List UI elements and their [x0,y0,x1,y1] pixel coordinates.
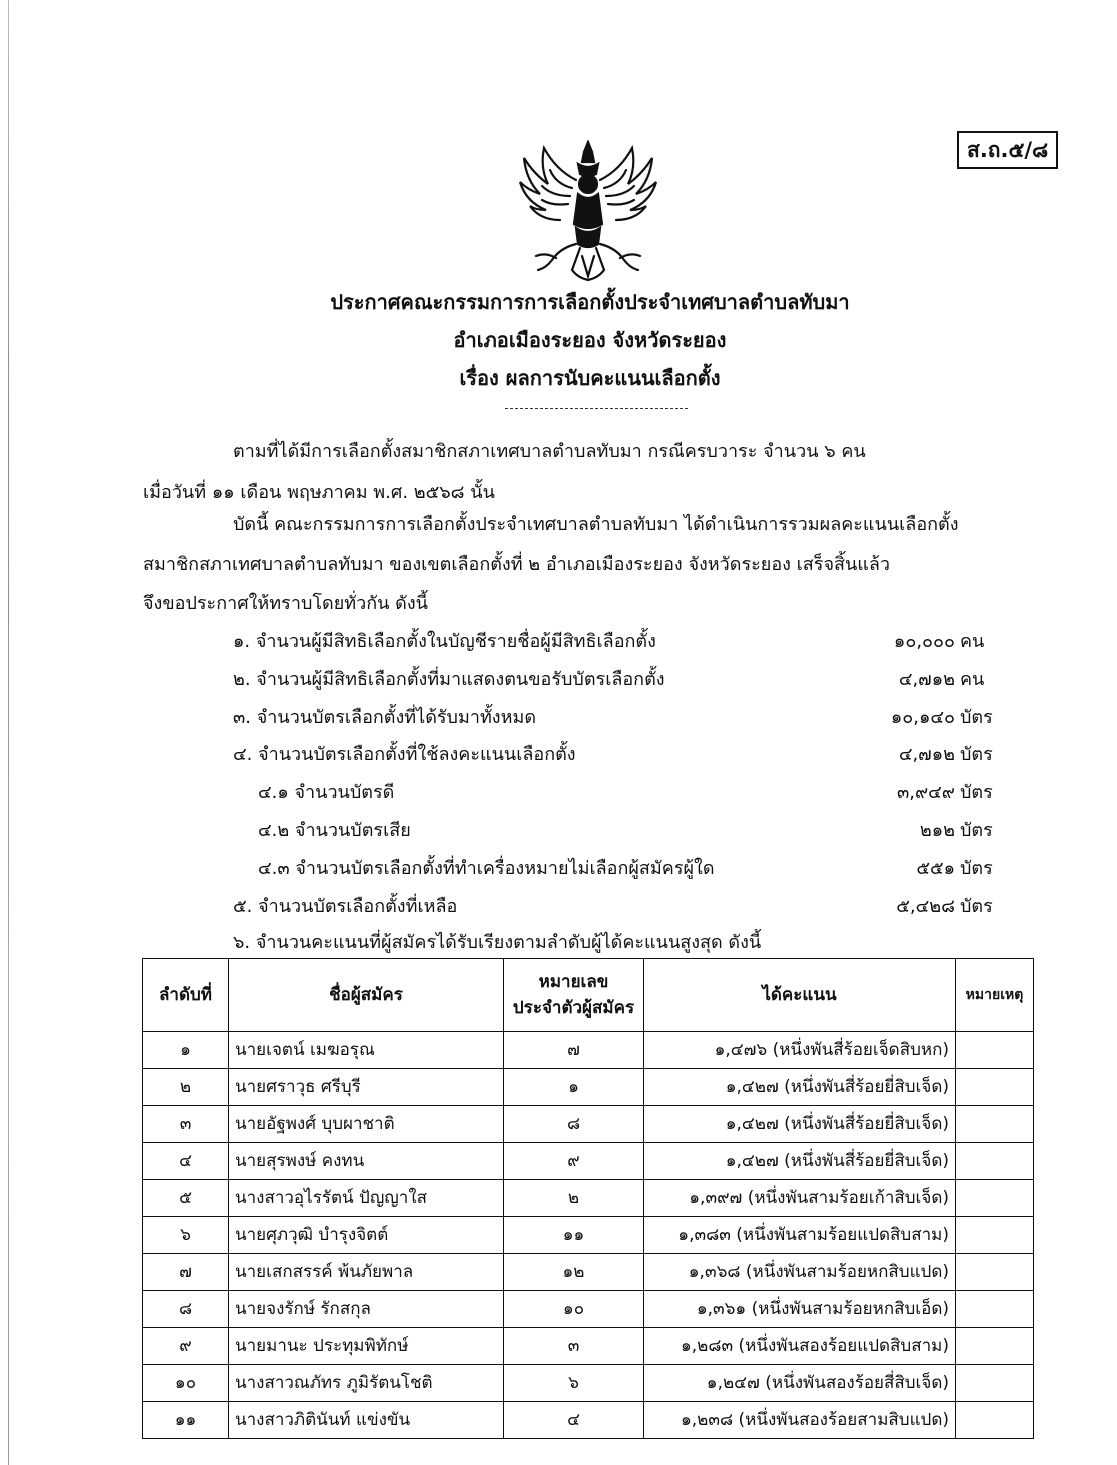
row-number: ๒ [504,1180,644,1217]
header-number-line1: หมายเลข [538,972,609,992]
row-number: ๑๐ [504,1291,644,1328]
row-rank: ๔ [143,1143,229,1180]
row-number: ๘ [504,1106,644,1143]
item-4-3-unit: บัตร [960,858,993,879]
row-rank: ๖ [143,1217,229,1254]
row-votes: ๑,๓๖๘ (หนึ่งพันสามร้อยหกสิบแปด) [644,1254,956,1291]
table-row [143,1032,1034,1069]
garuda-emblem-icon [516,140,661,282]
paragraph-2: เมื่อวันที่ ๑๑ เดือน พฤษภาคม พ.ศ. ๒๕๖๘ นั้น [143,482,495,503]
row-name: นายเจตน์ เมฆอรุณ [229,1032,504,1069]
item-1-label: ๑. จำนวนผู้มีสิทธิเลือกตั้งในบัญชีรายชื่อผู้มีสิทธิเลือกตั้ง [233,631,656,652]
row-votes: ๑,๓๙๗ (หนึ่งพันสามร้อยเก้าสิบเจ็ด) [644,1180,956,1217]
row-votes: ๑,๒๓๘ (หนึ่งพันสองร้อยสามสิบแปด) [644,1402,956,1439]
paragraph-1: ตามที่ได้มีการเลือกตั้งสมาชิกสภาเทศบาลตำบลทับมา กรณีครบวาระ จำนวน ๖ คน [233,441,866,462]
header-remark: หมายเหตุ [956,959,1034,1032]
row-name: นายศราวุธ ศรีบุรี [229,1069,504,1106]
row-votes: ๑,๓๖๑ (หนึ่งพันสามร้อยหกสิบเอ็ด) [644,1291,956,1328]
table-row [143,1180,1034,1217]
row-name: นายอัฐพงศ์ บุบผาชาติ [229,1106,504,1143]
title-divider [505,408,688,409]
row-remark [956,1328,1034,1365]
form-code-box: ส.ถ.๕/๘ [957,131,1058,169]
item-4-1-label: ๔.๑ จำนวนบัตรดี [258,782,395,803]
row-remark [956,1106,1034,1143]
announcement-title: ประกาศคณะกรรมการการเลือกตั้งประจำเทศบาลตำบลทับมา [330,290,850,314]
row-name: นางสาวภิตินันท์ แข่งขัน [229,1402,504,1439]
results-table [142,958,1034,1439]
row-remark [956,1069,1034,1106]
row-rank: ๑๑ [143,1402,229,1439]
item-5-label: ๕. จำนวนบัตรเลือกตั้งที่เหลือ [233,896,458,917]
row-votes: ๑,๔๒๗ (หนึ่งพันสี่ร้อยยี่สิบเจ็ด) [644,1143,956,1180]
row-votes: ๑,๓๘๓ (หนึ่งพันสามร้อยแปดสิบสาม) [644,1217,956,1254]
table-row [143,1328,1034,1365]
item-5-unit: บัตร [960,896,993,917]
page-edge [8,0,9,1465]
row-name: นางสาวอุไรรัตน์ ปัญญาใส [229,1180,504,1217]
item-4-label: ๔. จำนวนบัตรเลือกตั้งที่ใช้ลงคะแนนเลือกตั้ง [233,744,576,765]
row-name: นายมานะ ประทุมพิทักษ์ [229,1328,504,1365]
item-4-2-value: ๒๑๒ [919,820,955,841]
row-name: นายจงรักษ์ รักสกุล [229,1291,504,1328]
header-votes: ได้คะแนน [644,959,956,1032]
item-3-unit: บัตร [960,707,993,728]
row-votes: ๑,๒๔๗ (หนึ่งพันสองร้อยสี่สิบเจ็ด) [644,1365,956,1402]
paragraph-5: จึงขอประกาศให้ทราบโดยทั่วกัน ดังนี้ [143,593,428,614]
row-remark [956,1291,1034,1328]
row-rank: ๑๐ [143,1365,229,1402]
table-row [143,1217,1034,1254]
row-number: ๖ [504,1365,644,1402]
row-votes: ๑,๔๗๖ (หนึ่งพันสี่ร้อยเจ็ดสิบหก) [644,1032,956,1069]
item-2-value: ๔,๗๑๒ [898,669,955,690]
item-4-3-value: ๕๕๑ [916,858,955,879]
item-5-value: ๕,๔๒๘ [896,896,955,917]
row-votes: ๑,๔๒๗ (หนึ่งพันสี่ร้อยยี่สิบเจ็ด) [644,1106,956,1143]
announcement-location: อำเภอเมืองระยอง จังหวัดระยอง [453,328,727,352]
item-4-1-value: ๓,๙๔๙ [896,782,955,803]
header-rank: ลำดับที่ [143,959,229,1032]
row-votes: ๑,๒๘๓ (หนึ่งพันสองร้อยแปดสิบสาม) [644,1328,956,1365]
header-name: ชื่อผู้สมัคร [229,959,504,1032]
row-remark [956,1217,1034,1254]
table-row [143,1254,1034,1291]
row-remark [956,1180,1034,1217]
announcement-subject: เรื่อง ผลการนับคะแนนเลือกตั้ง [459,366,721,390]
item-4-2-label: ๔.๒ จำนวนบัตรเสีย [258,820,411,841]
item-4-unit: บัตร [960,744,993,765]
paragraph-3: บัดนี้ คณะกรรมการการเลือกตั้งประจำเทศบาลตำบลทับมา ได้ดำเนินการรวมผลคะแนนเลือกตั้ง [233,514,959,535]
table-header-row [143,959,1034,1032]
row-name: นางสาวณภัทร ภูมิรัตนโชติ [229,1365,504,1402]
table-row [143,1106,1034,1143]
row-remark [956,1365,1034,1402]
item-4-3-label: ๔.๓ จำนวนบัตรเลือกตั้งที่ทำเครื่องหมายไม่เลือกผู้สมัครผู้ใด [258,858,715,879]
item-2-unit: คน [960,669,985,690]
row-rank: ๗ [143,1254,229,1291]
table-row [143,1365,1034,1402]
row-rank: ๙ [143,1328,229,1365]
table-row [143,1291,1034,1328]
row-remark [956,1143,1034,1180]
row-number: ๙ [504,1143,644,1180]
item-3-value: ๑๐,๑๔๐ [890,707,955,728]
table-row [143,1069,1034,1106]
row-rank: ๒ [143,1069,229,1106]
row-number: ๑๒ [504,1254,644,1291]
item-4-2-unit: บัตร [960,820,993,841]
item-1-value: ๑๐,๐๐๐ [893,631,955,652]
item-4-value: ๔,๗๑๒ [898,744,955,765]
table-row [143,1143,1034,1180]
item-3-label: ๓. จำนวนบัตรเลือกตั้งที่ได้รับมาทั้งหมด [233,707,537,728]
row-remark [956,1254,1034,1291]
paragraph-4: สมาชิกสภาเทศบาลตำบลทับมา ของเขตเลือกตั้งที่ ๒ อำเภอเมืองระยอง จังหวัดระยอง เสร็จสิ้นแล้ว [143,554,891,575]
row-number: ๓ [504,1328,644,1365]
row-votes: ๑,๔๒๗ (หนึ่งพันสี่ร้อยยี่สิบเจ็ด) [644,1069,956,1106]
row-rank: ๓ [143,1106,229,1143]
row-number: ๔ [504,1402,644,1439]
row-name: นายสุรพงษ์ คงทน [229,1143,504,1180]
row-name: นายศุภวุฒิ บำรุงจิตต์ [229,1217,504,1254]
row-remark [956,1402,1034,1439]
row-name: นายเสกสรรค์ พ้นภัยพาล [229,1254,504,1291]
item-6-label: ๖. จำนวนคะแนนที่ผู้สมัครได้รับเรียงตามลำดับผู้ได้คะแนนสูงสุด ดังนี้ [233,932,762,953]
row-rank: ๘ [143,1291,229,1328]
header-number [504,959,644,1032]
row-number: ๗ [504,1032,644,1069]
row-number: ๑ [504,1069,644,1106]
row-rank: ๑ [143,1032,229,1069]
header-number-line2: ประจำตัวผู้สมัคร [512,998,635,1018]
item-2-label: ๒. จำนวนผู้มีสิทธิเลือกตั้งที่มาแสดงตนขอรับบัตรเลือกตั้ง [233,669,665,690]
item-4-1-unit: บัตร [960,782,993,803]
table-row [143,1402,1034,1439]
row-rank: ๕ [143,1180,229,1217]
row-remark [956,1032,1034,1069]
row-number: ๑๑ [504,1217,644,1254]
item-1-unit: คน [960,631,985,652]
